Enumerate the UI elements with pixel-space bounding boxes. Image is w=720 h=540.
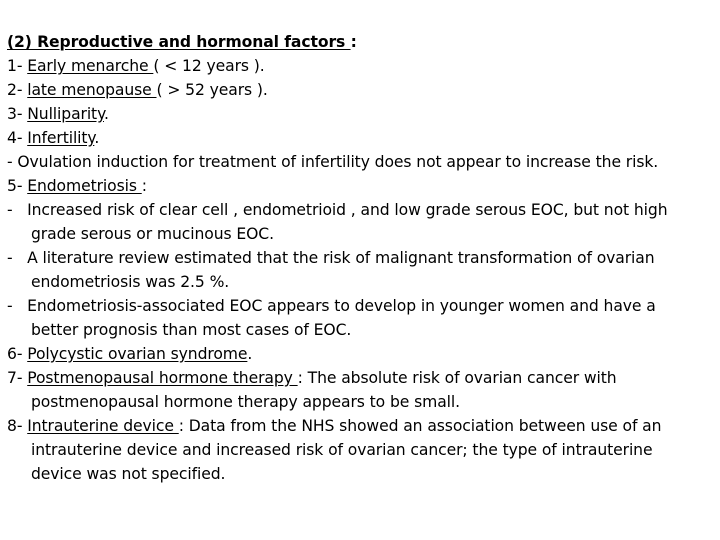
item-text: . bbox=[103, 105, 109, 123]
item-text: ( < 12 years ). bbox=[153, 57, 265, 75]
bullet-continuation bbox=[7, 318, 713, 342]
bullet-dash: - bbox=[7, 201, 28, 219]
item-term: Intrauterine device bbox=[27, 417, 179, 435]
item-number: 2- bbox=[7, 81, 28, 99]
item-text: grade serous or mucinous EOC. bbox=[31, 225, 274, 243]
item-text: : bbox=[141, 177, 147, 195]
item-term: Nulliparity bbox=[27, 105, 104, 123]
item-term: Infertility bbox=[27, 129, 95, 147]
list-item-late-menopause bbox=[7, 78, 713, 102]
list-item-infertility bbox=[7, 126, 713, 150]
item-number: 4- bbox=[7, 129, 28, 147]
item-text: Endometriosis-associated EOC appears to develop in younger women and have a bbox=[27, 297, 656, 315]
item-number: 3- bbox=[7, 105, 28, 123]
item-text: A literature review estimated that the risk of malignant transformation of ovarian bbox=[27, 249, 655, 267]
list-item-hormone-therapy bbox=[7, 366, 713, 390]
section-heading bbox=[7, 30, 713, 54]
heading-colon: : bbox=[350, 33, 357, 51]
item-text: better prognosis than most cases of EOC. bbox=[31, 321, 352, 339]
bullet-clear-cell-risk bbox=[7, 198, 713, 222]
item-continuation bbox=[7, 438, 713, 462]
item-text: Increased risk of clear cell , endometrioid , and low grade serous EOC, but not high bbox=[27, 201, 668, 219]
list-item-early-menarche bbox=[7, 54, 713, 78]
item-text: device was not specified. bbox=[31, 465, 226, 483]
item-continuation bbox=[7, 390, 713, 414]
item-term: Endometriosis bbox=[27, 177, 142, 195]
document-body bbox=[7, 30, 713, 486]
list-item-pcos bbox=[7, 342, 713, 366]
bullet-dash: - bbox=[7, 249, 28, 267]
item-text: endometriosis was 2.5 %. bbox=[31, 273, 230, 291]
item-text: - Ovulation induction for treatment of infertility does not appear to increase the risk. bbox=[7, 153, 659, 171]
item-text: . bbox=[94, 129, 100, 147]
list-item-endometriosis bbox=[7, 174, 713, 198]
item-term: Early menarche bbox=[27, 57, 154, 75]
item-term: late menopause bbox=[27, 81, 157, 99]
item-number: 7- bbox=[7, 369, 28, 387]
item-number: 8- bbox=[7, 417, 28, 435]
item-number: 1- bbox=[7, 57, 28, 75]
item-text: ( > 52 years ). bbox=[156, 81, 268, 99]
item-term: Postmenopausal hormone therapy bbox=[27, 369, 298, 387]
sub-item-ovulation-induction bbox=[7, 150, 713, 174]
bullet-continuation bbox=[7, 222, 713, 246]
item-text: . bbox=[247, 345, 253, 363]
bullet-dash: - bbox=[7, 297, 28, 315]
list-item-nulliparity bbox=[7, 102, 713, 126]
item-text: : The absolute risk of ovarian cancer with bbox=[297, 369, 617, 387]
bullet-literature-review bbox=[7, 246, 713, 270]
item-number: 6- bbox=[7, 345, 28, 363]
item-number: 5- bbox=[7, 177, 28, 195]
item-text: intrauterine device and increased risk of ovarian cancer; the type of intrauterine bbox=[31, 441, 653, 459]
item-text: postmenopausal hormone therapy appears to be small. bbox=[31, 393, 461, 411]
list-item-intrauterine-device bbox=[7, 414, 713, 438]
item-term: Polycystic ovarian syndrome bbox=[27, 345, 248, 363]
item-continuation bbox=[7, 462, 713, 486]
bullet-continuation bbox=[7, 270, 713, 294]
item-text: : Data from the NHS showed an association between use of an bbox=[178, 417, 662, 435]
bullet-younger-women bbox=[7, 294, 713, 318]
heading-title: (2) Reproductive and hormonal factors bbox=[7, 33, 351, 51]
